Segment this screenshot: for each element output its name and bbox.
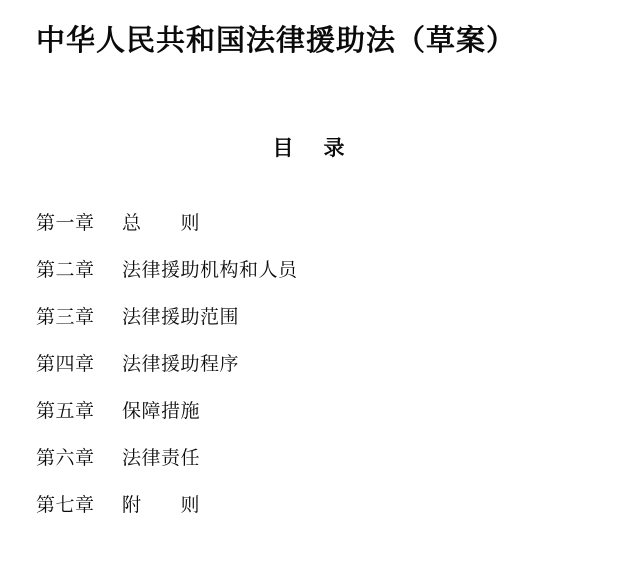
- toc-item-chapter: 第一章: [36, 211, 95, 234]
- list-item[interactable]: [36, 258, 583, 308]
- list-item[interactable]: [36, 211, 583, 261]
- toc-item-title: 附 则: [122, 493, 201, 516]
- toc-item-chapter: 第七章: [36, 493, 95, 516]
- list-item[interactable]: [36, 446, 583, 496]
- toc-item-title: 法律责任: [122, 446, 201, 469]
- page-title: 中华人民共和国法律援助法（草案）: [36, 23, 517, 57]
- toc-list: [36, 162, 583, 543]
- toc-item-chapter: 第三章: [36, 305, 95, 328]
- toc-heading-left: 目: [272, 134, 296, 160]
- toc-item-chapter: 第五章: [36, 399, 95, 422]
- toc-item-title: 保障措施: [122, 399, 201, 422]
- list-item[interactable]: [36, 493, 583, 543]
- list-item[interactable]: [36, 399, 583, 449]
- toc-item-title: 总 则: [122, 211, 201, 234]
- toc-item-title: 法律援助范围: [122, 305, 240, 328]
- list-item[interactable]: [36, 305, 583, 355]
- toc-heading-right: 录: [323, 134, 347, 160]
- toc-heading: [36, 60, 583, 162]
- toc-item-chapter: 第六章: [36, 446, 95, 469]
- toc-item-title: 法律援助程序: [122, 352, 240, 375]
- toc-item-chapter: 第四章: [36, 352, 95, 375]
- toc-item-chapter: 第二章: [36, 258, 95, 281]
- list-item[interactable]: [36, 352, 583, 402]
- toc-item-title: 法律援助机构和人员: [122, 258, 298, 281]
